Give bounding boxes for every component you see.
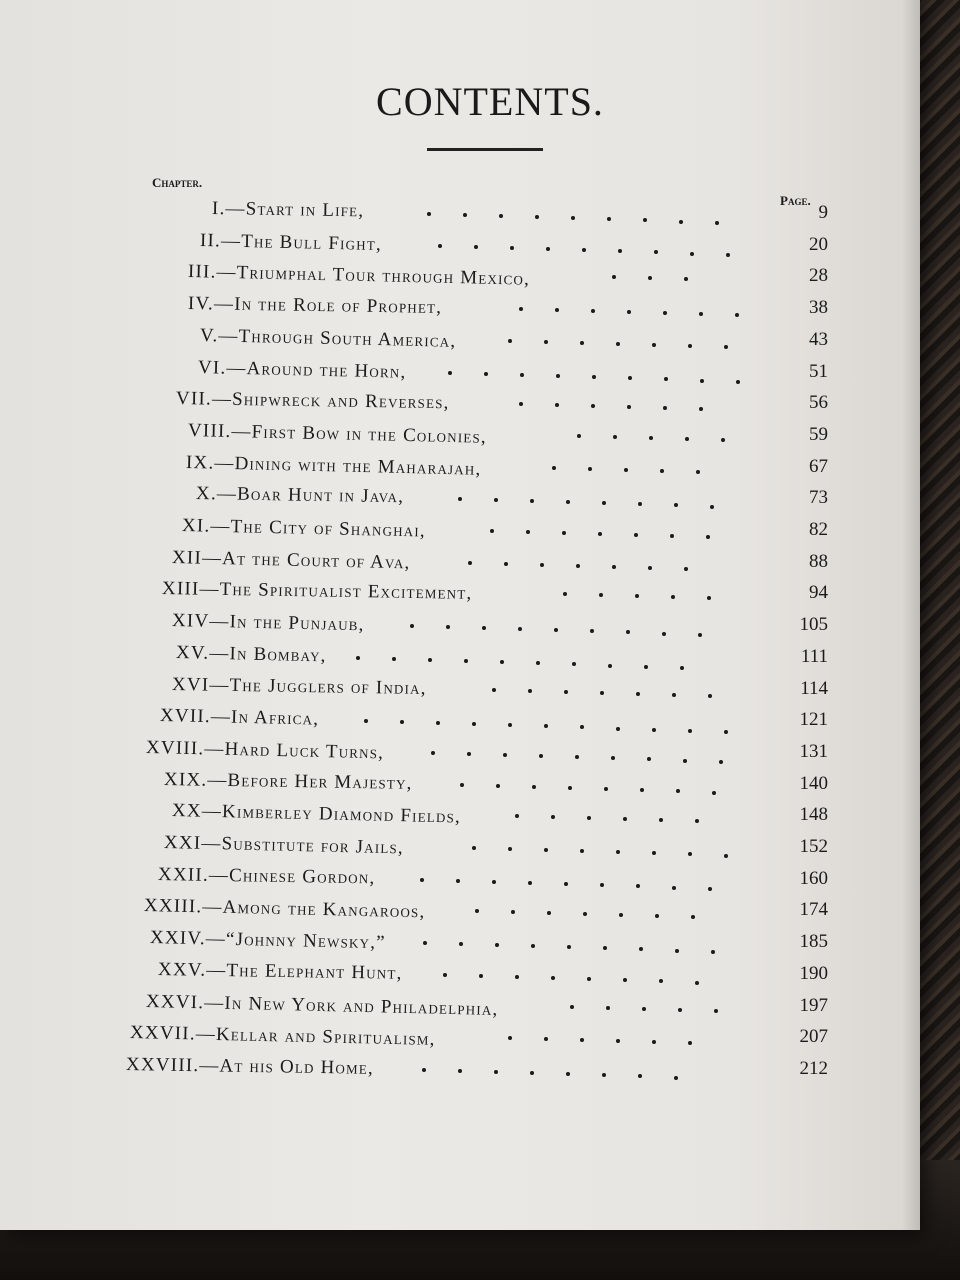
toc-entry	[130, 1022, 828, 1052]
leader-dot	[587, 816, 591, 820]
leader-dot	[508, 1036, 512, 1040]
leader-dot	[674, 1076, 678, 1080]
leader-dot	[564, 882, 568, 886]
leader-dot	[608, 664, 612, 668]
leader-dot	[496, 784, 500, 788]
chapter-title: XIX.—Before Her Majesty,	[163, 769, 413, 794]
toc-entry	[172, 800, 828, 830]
leader-dot	[678, 1008, 682, 1012]
leader-dot	[636, 692, 640, 696]
toc-entry	[188, 261, 828, 291]
leader-dot	[580, 1038, 584, 1042]
page-number: 152	[799, 836, 828, 857]
leader-dot	[676, 789, 680, 793]
leader-dot	[688, 1041, 692, 1045]
leader-dot	[580, 341, 584, 345]
page-title: CONTENTS.	[376, 79, 604, 124]
toc-entry	[146, 737, 828, 767]
leader-dot	[659, 818, 663, 822]
leader-dot	[654, 250, 658, 254]
leader-dot	[688, 852, 692, 856]
chapter-title: XXV.—The Elephant Hunt,	[157, 959, 403, 984]
leader-dot	[472, 846, 476, 850]
chapter-title: V.—Through South America,	[199, 325, 457, 352]
leader-dot	[675, 949, 679, 953]
leader-dot	[639, 947, 643, 951]
leader-dot	[519, 402, 523, 406]
leader-dot	[591, 309, 595, 313]
leader-dot	[520, 373, 524, 377]
chapter-title: X.—Boar Hunt in Java,	[195, 483, 405, 508]
leader-dot	[611, 756, 615, 760]
leader-dot	[438, 244, 442, 248]
page-number: 94	[809, 582, 828, 603]
leader-dot	[636, 884, 640, 888]
leader-dot	[576, 564, 580, 568]
leader-dot	[356, 656, 360, 660]
toc-entry	[158, 959, 828, 989]
leader-dot	[530, 499, 534, 503]
toc-entry	[146, 991, 828, 1021]
leader-dot	[511, 910, 515, 914]
toc-entry	[176, 388, 828, 418]
chapter-title: XXVII.—Kellar and Spiritualism,	[129, 1022, 436, 1050]
leader-dot	[707, 596, 711, 600]
leader-dot	[638, 1074, 642, 1078]
chapter-title: XXVI.—In New York and Philadelphia,	[145, 991, 499, 1020]
leader-dot	[696, 470, 700, 474]
leader-dot	[536, 661, 540, 665]
leader-dot	[663, 406, 667, 410]
leader-dot	[458, 497, 462, 501]
page-number: 174	[799, 899, 828, 920]
leader-dot	[628, 376, 632, 380]
toc-entry	[162, 578, 828, 608]
toc-entry	[212, 198, 828, 228]
leader-dot	[479, 974, 483, 978]
leader-dot	[680, 666, 684, 670]
leader-dot	[544, 340, 548, 344]
leader-dot	[494, 1070, 498, 1074]
leader-dot	[660, 469, 664, 473]
chapter-title: I.—Start in Life,	[211, 198, 365, 222]
leader-dot	[546, 247, 550, 251]
chapter-column-header: Chapter.	[152, 175, 203, 190]
leader-dot	[714, 1009, 718, 1013]
leader-dot	[400, 720, 404, 724]
page-number: 28	[809, 265, 828, 286]
leader-dot	[556, 374, 560, 378]
leader-dot	[528, 881, 532, 885]
leader-dot	[519, 307, 523, 311]
page-number: 114	[800, 678, 828, 699]
leader-dot	[688, 729, 692, 733]
page-number: 38	[809, 297, 828, 318]
leader-dot	[643, 218, 647, 222]
leader-dot	[663, 311, 667, 315]
leader-dot	[606, 1006, 610, 1010]
leader-dot	[580, 725, 584, 729]
leader-dot	[634, 533, 638, 537]
leader-dot	[570, 1005, 574, 1009]
leader-dot	[715, 221, 719, 225]
leader-dot	[490, 529, 494, 533]
leader-dot	[436, 721, 440, 725]
leader-dot	[577, 434, 581, 438]
leader-dot	[616, 342, 620, 346]
page-column-header: Page.	[780, 193, 811, 208]
toc-entry	[188, 420, 828, 450]
leader-dot	[711, 950, 715, 954]
leader-dot	[613, 435, 617, 439]
leader-dot	[683, 759, 687, 763]
page-number: 190	[799, 963, 828, 984]
chapter-title: XXII.—Chinese Gordon,	[157, 864, 376, 889]
chapter-title: IV.—In the Role of Prophet,	[187, 293, 443, 318]
leader-dot	[464, 659, 468, 663]
leader-dot	[555, 403, 559, 407]
leader-dot	[724, 730, 728, 734]
leader-dot	[555, 308, 559, 312]
leader-dot	[652, 1040, 656, 1044]
leader-dot	[474, 245, 478, 249]
leader-dot	[623, 817, 627, 821]
leader-dot	[592, 375, 596, 379]
leader-dot	[410, 624, 414, 628]
chapter-title: XIII—The Spiritualist Excitement,	[161, 578, 473, 604]
page-number: 73	[809, 487, 828, 508]
leader-dot	[503, 753, 507, 757]
leader-dot	[591, 404, 595, 408]
leader-dot	[510, 246, 514, 250]
page-number: 56	[809, 392, 828, 413]
chapter-title: XI.—The City of Shanghai,	[181, 515, 427, 542]
page-number: 20	[809, 234, 828, 255]
leader-dot	[508, 723, 512, 727]
leader-dot	[472, 722, 476, 726]
leader-dot	[670, 534, 674, 538]
leader-dot	[562, 531, 566, 535]
leader-dot	[700, 379, 704, 383]
chapter-title: XXIII.—Among the Kangaroos,	[143, 895, 426, 923]
leader-dot	[583, 912, 587, 916]
leader-dot	[604, 787, 608, 791]
leader-dot	[602, 1073, 606, 1077]
leader-dot	[422, 1068, 426, 1072]
leader-dot	[599, 593, 603, 597]
chapter-title: XVIII.—Hard Luck Turns,	[145, 737, 385, 764]
page-number: 121	[799, 709, 828, 730]
leader-dot	[710, 505, 714, 509]
leader-dot	[564, 690, 568, 694]
leader-dot	[648, 566, 652, 570]
leader-dot	[590, 629, 594, 633]
chapter-title: XIV—In the Punjaub,	[171, 610, 365, 636]
page-number: 9	[818, 202, 828, 223]
leader-dot	[443, 973, 447, 977]
leader-dot	[598, 532, 602, 536]
leader-dot	[463, 213, 467, 217]
leader-dot	[695, 819, 699, 823]
leader-dot	[554, 628, 558, 632]
leader-dot	[531, 944, 535, 948]
leader-dot	[635, 594, 639, 598]
toc-entry	[172, 547, 828, 577]
leader-dot	[460, 783, 464, 787]
leader-dot	[688, 344, 692, 348]
chapter-title: XX—Kimberley Diamond Fields,	[171, 800, 462, 828]
leader-dot	[544, 848, 548, 852]
leader-dot	[530, 1071, 534, 1075]
page-number: 185	[799, 931, 828, 952]
leader-dot	[544, 1037, 548, 1041]
page-number: 43	[809, 329, 828, 350]
chapter-title: III.—Triumphal Tour through Mexico,	[187, 261, 531, 290]
leader-dot	[475, 909, 479, 913]
leader-dot	[547, 911, 551, 915]
leader-dot	[456, 879, 460, 883]
toc-entry	[158, 864, 828, 894]
leader-dot	[664, 377, 668, 381]
page-number: 59	[809, 424, 828, 445]
leader-dot	[685, 437, 689, 441]
leader-dot	[603, 946, 607, 950]
chapter-title: XXIV.—“Johnny Newsky,”	[149, 927, 387, 954]
leader-dot	[532, 785, 536, 789]
chapter-title: VI.—Around the Horn,	[197, 357, 407, 383]
leader-dot	[540, 563, 544, 567]
page-number: 160	[799, 868, 828, 889]
leader-dot	[492, 880, 496, 884]
leader-dot	[724, 345, 728, 349]
leader-dot	[644, 665, 648, 669]
leader-dot	[427, 212, 431, 216]
chapter-title: XV.—In Bombay,	[175, 642, 327, 667]
leader-dot	[494, 498, 498, 502]
leader-dot	[500, 660, 504, 664]
page-number: 82	[809, 519, 828, 540]
leader-dot	[459, 942, 463, 946]
page-number: 212	[799, 1058, 828, 1079]
toc-entry	[200, 230, 828, 260]
leader-dot	[448, 371, 452, 375]
leader-dot	[708, 887, 712, 891]
leader-dot	[526, 530, 530, 534]
leader-dot	[588, 467, 592, 471]
leader-dot	[468, 561, 472, 565]
chapter-title: IX.—Dining with the Maharajah,	[185, 452, 482, 480]
page-number: 197	[799, 995, 828, 1016]
leader-dot	[602, 501, 606, 505]
toc-entry	[176, 642, 828, 672]
leader-dot	[563, 592, 567, 596]
leader-dot	[587, 977, 591, 981]
leader-dot	[691, 915, 695, 919]
leader-dot	[699, 312, 703, 316]
leader-dot	[698, 633, 702, 637]
leader-dot	[568, 786, 572, 790]
leader-dot	[607, 217, 611, 221]
leader-dot	[616, 850, 620, 854]
leader-dot	[671, 595, 675, 599]
chapter-title: XVII.—In Africa,	[159, 705, 320, 730]
title-rule	[427, 148, 543, 151]
leader-dot	[504, 562, 508, 566]
page-edge-shadow	[902, 0, 920, 1230]
leader-dot	[551, 976, 555, 980]
leader-dot	[735, 313, 739, 317]
toc-entry	[150, 927, 828, 957]
leader-dot	[428, 658, 432, 662]
leader-dot	[719, 760, 723, 764]
leader-dot	[612, 565, 616, 569]
leader-dot	[582, 248, 586, 252]
toc-entry	[164, 832, 828, 862]
leader-dot	[423, 941, 427, 945]
leader-dot	[515, 814, 519, 818]
leader-dot	[712, 791, 716, 795]
leader-dot	[420, 878, 424, 882]
leader-dot	[649, 436, 653, 440]
leader-dot	[640, 788, 644, 792]
leader-dot	[600, 691, 604, 695]
leader-dot	[567, 945, 571, 949]
toc-entry	[200, 325, 828, 355]
leader-dot	[624, 468, 628, 472]
leader-dot	[627, 310, 631, 314]
leader-dot	[652, 851, 656, 855]
leader-dot	[619, 913, 623, 917]
leader-dot	[499, 214, 503, 218]
leader-dot	[684, 277, 688, 281]
leader-dot	[706, 535, 710, 539]
leader-dot	[612, 275, 616, 279]
leader-dot	[726, 253, 730, 257]
leader-dot	[690, 252, 694, 256]
leader-dot	[616, 727, 620, 731]
toc-entry	[172, 674, 828, 704]
leader-dot	[566, 500, 570, 504]
page-number: 207	[799, 1026, 828, 1047]
chapter-title: XVI—The Jugglers of India,	[171, 674, 427, 699]
leader-dot	[626, 630, 630, 634]
leader-dot	[539, 754, 543, 758]
leader-dot	[648, 276, 652, 280]
chapter-title: II.—The Bull Fight,	[199, 230, 383, 256]
toc-entry	[198, 357, 828, 387]
leader-dot	[572, 662, 576, 666]
chapter-title: XXVIII.—At his Old Home,	[125, 1054, 375, 1079]
leader-dot	[679, 220, 683, 224]
leader-dot	[695, 981, 699, 985]
leader-dot	[580, 849, 584, 853]
leader-dot	[535, 215, 539, 219]
page-number: 67	[809, 456, 828, 477]
toc-entry	[188, 293, 828, 323]
leader-dot	[566, 1072, 570, 1076]
leader-dot	[647, 757, 651, 761]
leader-dot	[467, 752, 471, 756]
leader-dot	[552, 466, 556, 470]
leader-dot	[551, 815, 555, 819]
toc-entry	[182, 515, 828, 545]
page-number: 148	[799, 804, 828, 825]
leader-dot	[623, 978, 627, 982]
leader-dot	[575, 755, 579, 759]
page-number: 51	[809, 361, 828, 382]
toc-entry	[186, 452, 828, 482]
leader-dot	[672, 886, 676, 890]
toc-entry	[196, 483, 828, 513]
page-number: 131	[799, 741, 828, 762]
leader-dot	[544, 724, 548, 728]
page-number: 111	[800, 646, 828, 667]
leader-dot	[708, 694, 712, 698]
page-number: 140	[799, 773, 828, 794]
leader-dot	[699, 407, 703, 411]
leader-dot	[482, 626, 486, 630]
leader-dot	[724, 854, 728, 858]
leader-dot	[495, 943, 499, 947]
leader-dot	[652, 728, 656, 732]
toc-entry	[164, 769, 828, 799]
leader-dot	[721, 438, 725, 442]
toc-entry	[126, 1054, 828, 1084]
leader-dot	[431, 751, 435, 755]
leader-dot	[674, 503, 678, 507]
leader-dot	[618, 249, 622, 253]
chapter-title: VII.—Shipwreck and Reverses,	[175, 388, 450, 414]
leader-dot	[515, 975, 519, 979]
page-number: 88	[809, 551, 828, 572]
leader-dot	[638, 502, 642, 506]
chapter-title: VIII.—First Bow in the Colonies,	[187, 420, 488, 448]
leader-dot	[642, 1007, 646, 1011]
toc-entry	[160, 705, 828, 735]
leader-dot	[446, 625, 450, 629]
leader-dot	[652, 343, 656, 347]
leader-dot	[458, 1069, 462, 1073]
leader-dot	[364, 719, 368, 723]
toc-entry	[144, 895, 828, 925]
leader-dot	[508, 339, 512, 343]
leader-dot	[492, 688, 496, 692]
page-number: 105	[799, 614, 828, 635]
leader-dot	[672, 693, 676, 697]
chapter-title: XXI—Substitute for Jails,	[163, 832, 405, 859]
leader-dot	[616, 1039, 620, 1043]
leader-dot	[655, 914, 659, 918]
leader-dot	[508, 847, 512, 851]
leader-dot	[627, 405, 631, 409]
leader-dot	[571, 216, 575, 220]
leader-dot	[684, 567, 688, 571]
leader-dot	[392, 657, 396, 661]
leader-dot	[518, 627, 522, 631]
leader-dot	[736, 380, 740, 384]
leader-dot	[659, 979, 663, 983]
leader-dot	[662, 632, 666, 636]
leader-dot	[600, 883, 604, 887]
leader-dot	[484, 372, 488, 376]
chapter-title: XII—At the Court of Ava,	[171, 547, 411, 574]
toc-entry	[172, 610, 828, 640]
leader-dot	[528, 689, 532, 693]
